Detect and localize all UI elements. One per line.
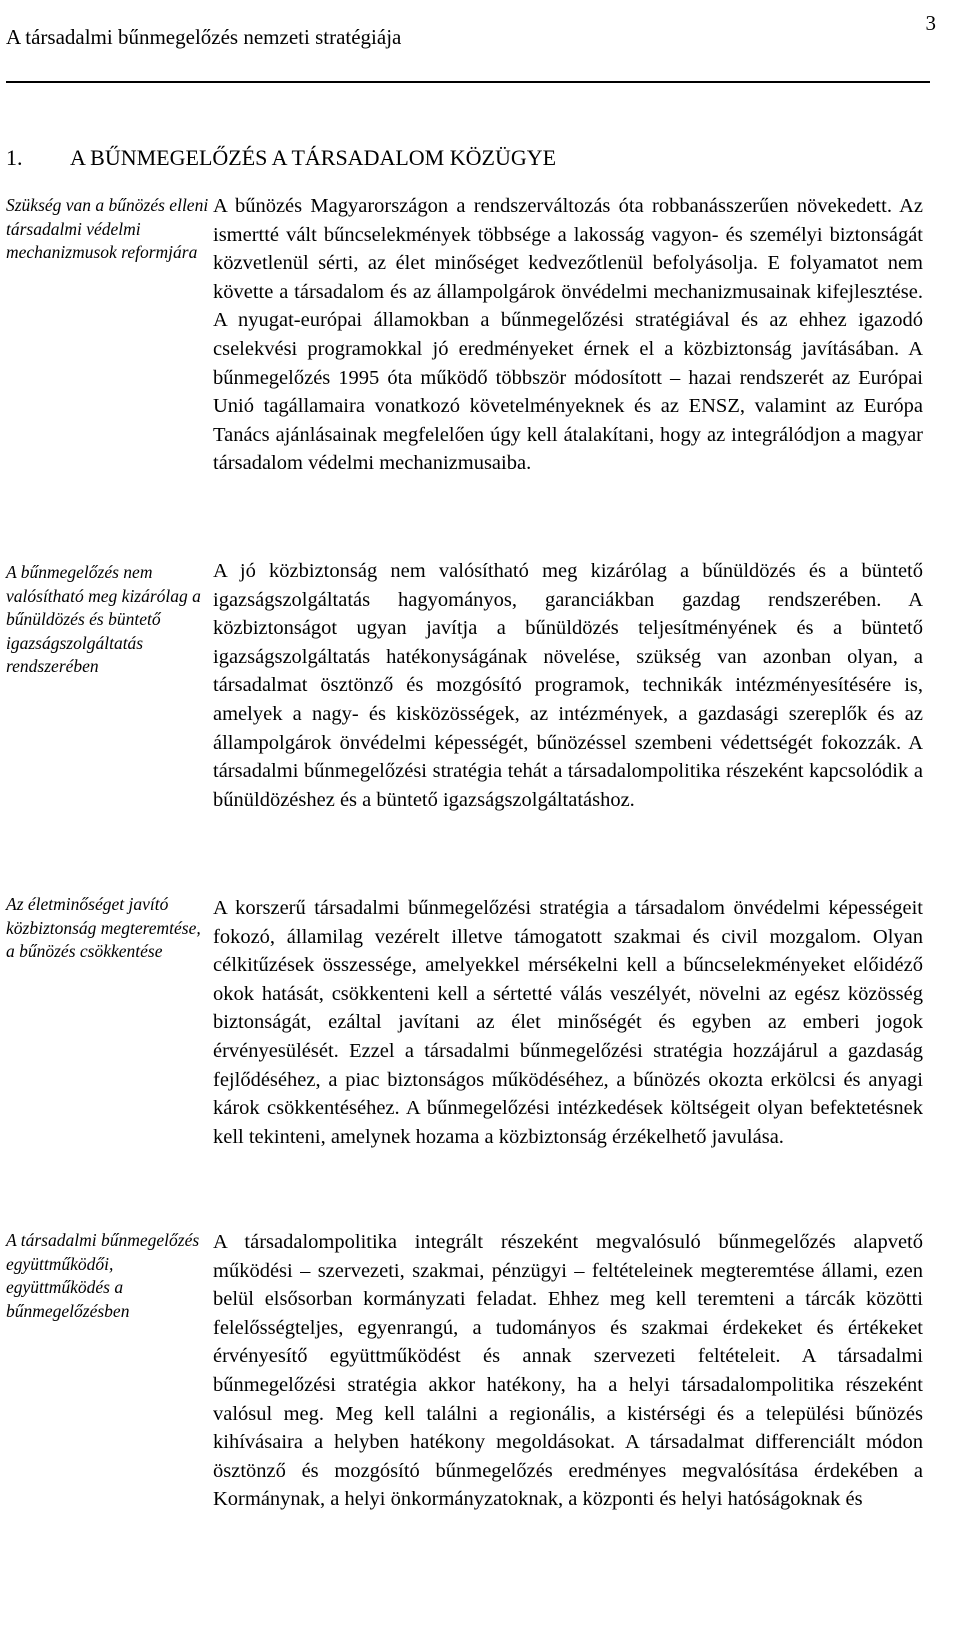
body-paragraph-4: A társadalompolitika integrált részeként megvalósuló bűnmegelőzés alapvető működési – szervezeti, szakmai, pénzügyi – feltételeinek megteremtése állami, ezen belül elsősorban kormányzati feladat. Ehhez meg kell teremteni a tárcák közötti felelősségteljes, egyenrangú, a tudományos és szakmai érdekeket és értékeket érvényesítő együttműködést és annak szervezeti feltételeit. A társadalmi bűnmegelőzési stratégia akkor hatékony, ha a helyi társadalompolitika részeként valósul meg. Meg kell találni a regionális, a kistérségi és a települési bűnözés kihívásaira a helyben hatékony megoldásokat. A társadalmat differenciált módon ösztönző és mozgósító bűnmegelőzés eredményes megvalósítása érdekében a Kormánynak, a helyi önkormányzatoknak, a központi és helyi hatóságoknak és: [213, 1231, 923, 1511]
body-paragraph-3: A korszerű társadalmi bűnmegelőzési stratégia a társadalom önvédelmi képességeit fokozó, államilag vezérelt illetve támogatott szakmai és civil mozgalom. Olyan célkitűzések összessége, amelyekkel mérsékelni kell a bűncselekményeket előidéző okok hatását, csökkenteni kell a sértetté válás veszélyét, növelni az egész közösség biztonságát, ezáltal javítani az élet minőségét és egyben az emberi jogok érvényesülését. Ezzel a társadalmi bűnmegelőzési stratégia hozzájárul a gazdaság fejlődéséhez, a piac biztonságos működéséhez, a bűnözés okozta erkölcsi és anyagi károk csökkentéséhez. A bűnmegelőzési intézkedések költségeit olyan befektetésnek kell tekinteni, amelynek hozama a közbiztonság érzékelhető javulása.: [213, 897, 923, 1148]
body-paragraph-1: A bűnözés Magyarországon a rendszerváltozás óta robbanásszerűen növekedett. Az ismertté vált bűncselekmények többsége a lakosság vagyon- és személyi biztonságát közvetlenül sérti, az élet minőséget kedvezőtlenül befolyásolja. E folyamatot nem követte a társadalom és az állampolgárok önvédelmi mechanizmusainak kifejlesztése. A nyugat-európai államokban a bűnmegelőzési stratégiával és az ehhez igazodó cselekvési programokkal jó eredményeket érnek el a közbiztonság javításában. A bűnmegelőzés 1995 óta működő többször módosított – hazai rendszerét az Európai Unió tagállamaira vonatkozó követelményeknek és az ENSZ, valamint az Európa Tanács ajánlásainak megfelelően úgy kell átalakítani, hogy az integrálódjon a magyar társadalom védelmi mechanizmusaiba.: [213, 195, 923, 475]
page-number: 3: [925, 11, 936, 35]
running-header-title: A társadalmi bűnmegelőzés nemzeti stratégiája: [6, 25, 402, 49]
body-paragraph-2: A jó közbiztonság nem valósítható meg kizárólag a bűnüldözés és a büntető igazságszolgáltatás hagyományos, garanciákban gazdag rendszerében. A közbiztonságot ugyan javítja a bűnüldözés teljesítményének és a büntető igazságszolgáltatás hatékonyságának növelése, szükség van azonban olyan, a társadalmat ösztönző és mozgósító programok, technikák intézményesítésére is, amelyek a nagy- és kisközösségek, az intézmények, a gazdasági szereplők és az állampolgárok önvédelmi képességét, bűnözéssel szembeni védettségét fokozzák. A társadalmi bűnmegelőzési stratégia tehát a társadalompolitika részeként kapcsolódik a bűnüldözéshez és a büntető igazságszolgáltatáshoz.: [213, 560, 923, 811]
header-divider: [6, 81, 930, 83]
margin-note-cooperation: A társadalmi bűnmegelőzés együttműködői, együttműködés a bűnmegelőzésben: [6, 1230, 200, 1321]
chapter-number: 1.: [6, 145, 23, 170]
chapter-heading: [6, 143, 556, 173]
margin-note-reform: Szükség van a bűnözés elleni társadalmi védelmi mechanizmusok reformjára: [6, 195, 209, 262]
margin-note-prosecution: A bűnmegelőzés nem valósítható meg kizárólag a bűnüldözés és büntető igazságszolgáltatás rendszerében: [6, 562, 201, 676]
page-header: [6, 11, 936, 62]
chapter-title: A BŰNMEGELŐZÉS A TÁRSADALOM KÖZÜGYE: [70, 145, 557, 170]
margin-note-public-safety: Az életminőséget javító közbiztonság megteremtése, a bűnözés csökkentése: [6, 894, 201, 961]
